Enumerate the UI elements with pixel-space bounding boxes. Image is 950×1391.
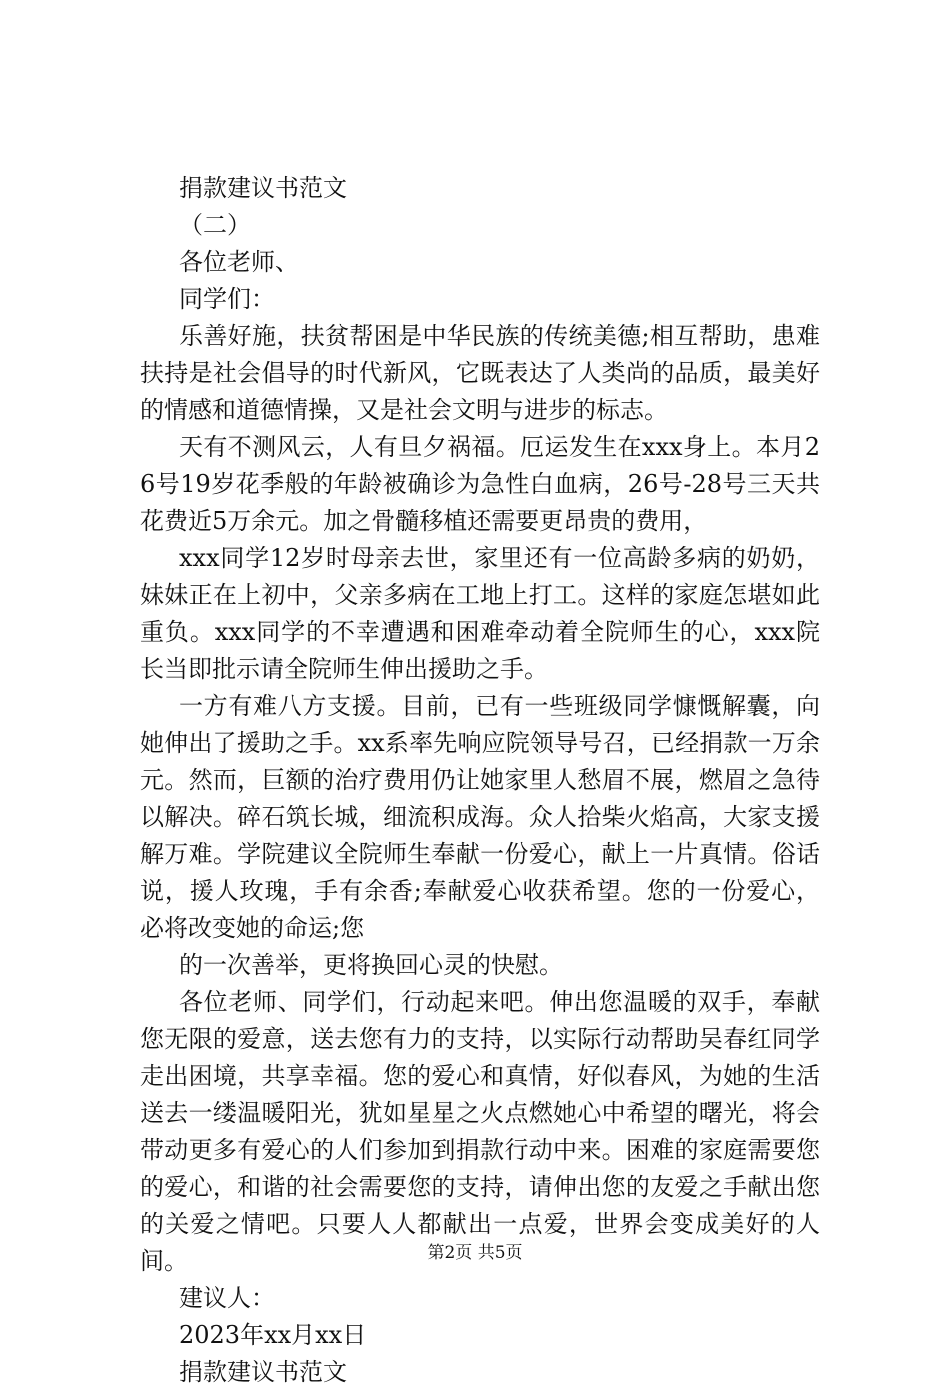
paragraph-2: 天有不测风云，人有旦夕祸福。厄运发生在xxx身上。本月26号19岁花季般的年龄被确诊为急性白血病，26号-28号三天共花费近5万余元。加之骨髓移植还需要更昂贵的费用， [140, 433, 820, 535]
document-subtitle: （二） [179, 211, 251, 239]
document-body [140, 170, 820, 1391]
paragraph-3: xxx同学12岁时母亲去世，家里还有一位高龄多病的奶奶，妹妹正在上初中，父亲多病在工地上打工。这样的家庭怎堪如此重负。xxx同学的不幸遭遇和困难牵动着全院师生的心，xxx院长当即批示请全院师生伸出援助之手。 [140, 544, 820, 683]
signature-label: 建议人： [179, 1284, 275, 1312]
salutation-teachers: 各位老师、 [179, 248, 299, 276]
paragraph-6: 各位老师、同学们，行动起来吧。伸出您温暖的双手，奉献您无限的爱意，送去您有力的支持，以实际行动帮助吴春红同学走出困境，共享幸福。您的爱心和真情，好似春风，为她的生活送去一缕温暖阳光，犹如星星之火点燃她心中希望的曙光，将会带动更多有爱心的人们参加到捐款行动中来。困难的家庭需要您的爱心，和谐的社会需要您的支持，请伸出您的友爱之手献出您的关爱之情吧。只要人人都献出一点爱，世界会变成美好的人间。 [140, 988, 820, 1275]
document-title: 捐款建议书范文 [179, 174, 347, 202]
page-number-footer: 第2页 共5页 [427, 1243, 523, 1263]
paragraph-5: 的一次善举，更将换回心灵的快慰。 [179, 951, 563, 979]
closing-title: 捐款建议书范文 [179, 1358, 347, 1386]
paragraph-4: 一方有难八方支援。目前，已有一些班级同学慷慨解囊，向她伸出了援助之手。xx系率先响应院领导号召，已经捐款一万余元。然而，巨额的治疗费用仍让她家里人愁眉不展，燃眉之急待以解决。碎石筑长城，细流积成海。众人拾柴火焰高，大家支援解万难。学院建议全院师生奉献一份爱心，献上一片真情。俗话说，援人玫瑰，手有余香;奉献爱心收获希望。您的一份爱心，必将改变她的命运;您 [140, 692, 820, 942]
document-date: 2023年xx月xx日 [179, 1321, 367, 1349]
paragraph-1: 乐善好施，扶贫帮困是中华民族的传统美德;相互帮助，患难扶持是社会倡导的时代新风，它既表达了人类尚的品质，最美好的情感和道德情操，又是社会文明与进步的标志。 [140, 322, 820, 424]
salutation-students: 同学们： [179, 285, 275, 313]
